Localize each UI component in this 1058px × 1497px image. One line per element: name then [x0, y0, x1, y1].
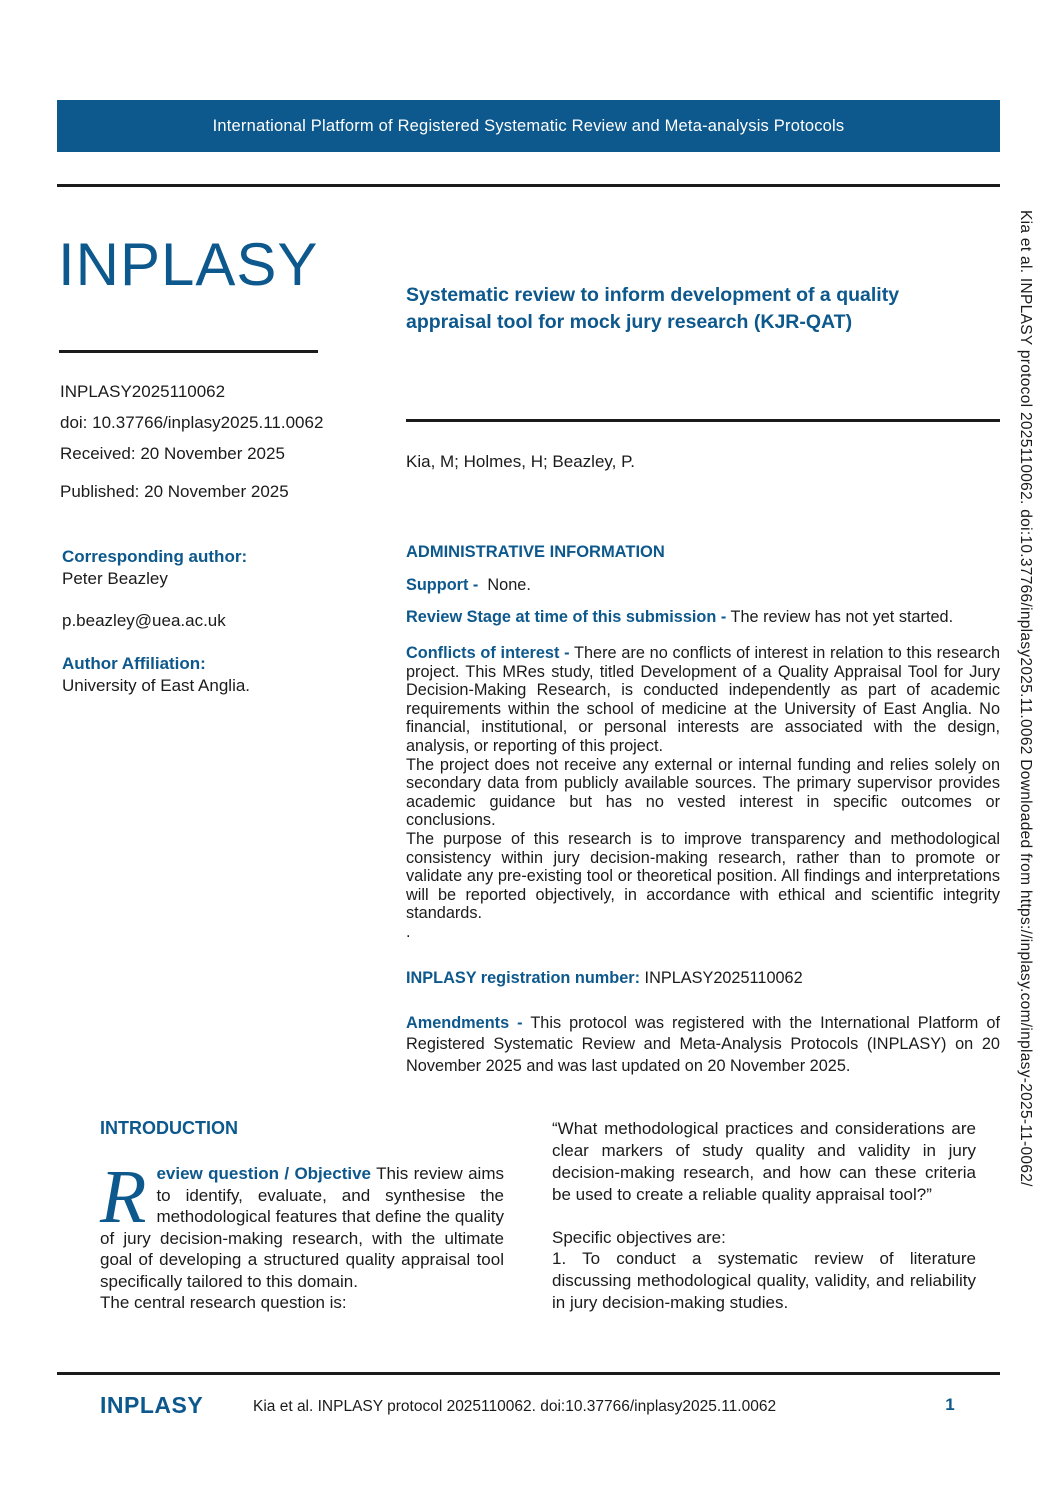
objectives-intro: Specific objectives are: — [552, 1228, 726, 1247]
conflicts-paragraph-3: The purpose of this research is to improve transparency and methodological consistency within jury decision-making research, rather than to promote or validate any pre-existing tool or theoretical position. All findings and interpretations will be reported objectively, in accordance with ethical and scientific integrity standards. — [406, 829, 1000, 923]
registration-number-label: INPLASY registration number: — [406, 968, 641, 987]
logo-divider — [59, 350, 318, 353]
corresponding-author-label: Corresponding author: — [62, 547, 248, 566]
protocol-title: Systematic review to inform development of a quality appraisal tool for mock jury research (KJR-QAT) — [406, 284, 900, 333]
review-objective-paragraph — [100, 1155, 504, 1314]
protocol-meta — [60, 376, 323, 507]
platform-banner-text: International Platform of Registered Systematic Review and Meta-analysis Protocols — [212, 116, 845, 135]
footer-divider — [57, 1372, 1000, 1375]
footer-inplasy-logo: INPLASY — [100, 1392, 204, 1418]
header-divider — [57, 184, 1000, 187]
objective-item-1: 1. To conduct a systematic review of literature discussing methodological quality, validity, and reliability in jury decision-making studies. — [552, 1249, 976, 1312]
page-number: 1 — [945, 1395, 955, 1414]
admin-info-heading: ADMINISTRATIVE INFORMATION — [406, 543, 665, 561]
registration-number-value: INPLASY2025110062 — [644, 968, 803, 987]
review-stage-label: Review Stage at time of this submission - — [406, 608, 727, 626]
corresponding-author-email: p.beazley@uea.ac.uk — [62, 611, 226, 630]
registration-id: INPLASY2025110062 — [60, 382, 226, 401]
conflicts-label: Conflicts of interest - — [406, 644, 570, 662]
conflicts-paragraph-2: The project does not receive any external or internal funding and relies solely on secondary data from publicly available sources. The primary supervisor provides academic guidance but has no vested interest in specific outcomes or conclusions. — [406, 755, 1000, 830]
central-question-lead: The central research question is: — [100, 1293, 347, 1312]
title-divider — [406, 419, 1000, 422]
review-stage-text: The review has not yet started. — [730, 608, 954, 626]
review-stage-line — [406, 607, 1000, 628]
amendments-label: Amendments - — [406, 1013, 523, 1032]
dropcap-letter: R — [100, 1155, 147, 1239]
conflicts-paragraph-1 — [406, 644, 1000, 756]
doi-line: doi: 10.37766/inplasy2025.11.0062 — [60, 413, 324, 432]
sidebar-citation-vertical: Kia et al. INPLASY protocol 2025110062. doi:10.37766/inplasy2025.11.0062 Downloaded from https://inplasy.com/inplasy-2025-11-0062/ — [1017, 210, 1034, 1187]
authors-line: Kia, M; Holmes, H; Beazley, P. — [406, 452, 635, 471]
corresponding-author-name: Peter Beazley — [62, 569, 168, 588]
research-question-section — [552, 1118, 976, 1314]
support-label: Support - — [406, 576, 479, 594]
published-date: Published: 20 November 2025 — [60, 482, 289, 501]
administrative-information-section — [406, 543, 1000, 1077]
amendments-text: This protocol was registered with the International Platform of Registered Systematic Review and Meta-Analysis Protocols (INPLASY) on 20 November 2025 and was last updated on 20 November 2025. — [406, 1013, 1000, 1075]
introduction-section — [100, 1118, 504, 1314]
introduction-heading: INTRODUCTION — [100, 1118, 238, 1138]
footer-citation: Kia et al. INPLASY protocol 2025110062. doi:10.37766/inplasy2025.11.0062 — [253, 1398, 777, 1415]
platform-banner — [57, 100, 1000, 152]
support-text: None. — [487, 576, 531, 594]
corresponding-author-block — [62, 546, 250, 697]
conflicts-text-1: There are no conflicts of interest in relation to this research project. This MRes study, titled Development of a Quality Appraisal Tool for Jury Decision-Making Research, is conducted independently as part of academic requirements within the school of medicine at the University of East Anglia. No financial, institutional, or personal interests are associated with the design, analysis, or reporting of this project. — [406, 644, 1000, 755]
research-question-text: “What methodological practices and considerations are clear markers of study quality and validity in jury decision-making research, and how can these criteria be used to create a reliable quality appraisal tool?” — [552, 1119, 976, 1204]
review-objective-text: This review aims to identify, evaluate, and synthesise the methodological features that define the quality of jury decision-making research, with the ultimate goal of developing a structured quality appraisal tool specifically tailored to this domain. — [100, 1164, 504, 1291]
amendments-line — [406, 1013, 1000, 1078]
affiliation-label: Author Affiliation: — [62, 654, 206, 673]
registration-number-line — [406, 968, 1000, 989]
support-line — [406, 575, 1000, 596]
received-date: Received: 20 November 2025 — [60, 444, 285, 463]
affiliation-value: University of East Anglia. — [62, 676, 251, 695]
conflicts-paragraph-4: . — [406, 922, 411, 941]
inplasy-logo: INPLASY — [58, 231, 319, 298]
review-objective-label: eview question / Objective — [156, 1164, 371, 1183]
